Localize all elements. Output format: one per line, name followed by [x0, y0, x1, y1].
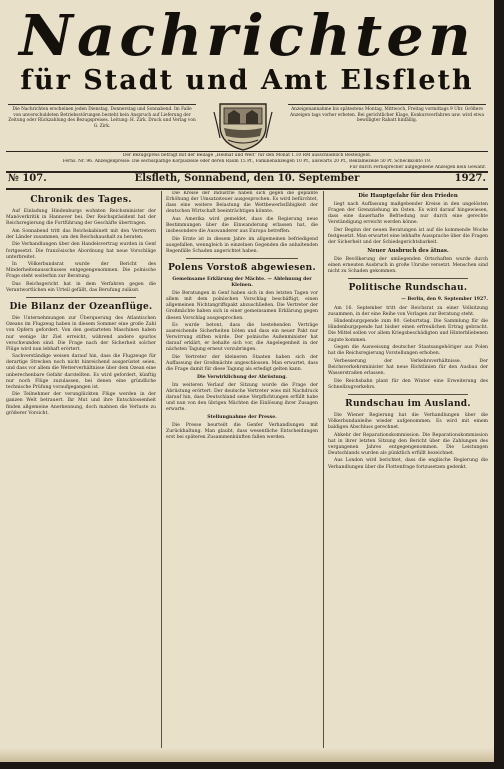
rule [6, 188, 488, 190]
article-heading: Rundschau im Ausland. [345, 398, 471, 409]
article-columns [6, 191, 488, 751]
column-2 [166, 191, 318, 751]
article-paragraph: liegt nach Auffassung maßgebender Kreise in den ungelösten Fragen der Grenzziehung im Osten. Es wird darauf hingewiesen, dass eine dauerhafte Befriedung nur durch eine gerechte Verständigung erreicht werden könne. [328, 202, 488, 226]
article-dateline: — Berlin, den 9. September 1927. [401, 297, 488, 303]
advertising-info-box: Anzeigenannahme bis spätestens Montag, Mittwoch, Freitag vormittags 9 Uhr. Größere Anzeigen tags vorher erbeten. Bei gerichtlicher Klage, Konkursverfahren usw. wird etwa bewilligter Rabatt hinfällig. [288, 104, 486, 150]
article-paragraph: In Völkerbundsrat wurde der Bericht des Minderheitenausschusses entgegengenommen. Die polnische Frage steht weiterhin zur Beratung. [6, 262, 156, 280]
masthead [0, 4, 494, 108]
subscription-notice: Der Bezugspreis beträgt mit der Beilage „Heimat und Welt“ für den Monat 1.10 RM ausschließlich Bestellgeld. [122, 153, 372, 158]
rule [6, 151, 488, 152]
newspaper-title: Nachrichten [19, 3, 475, 69]
article-paragraph: Die Teilnehmer der verunglückten Flüge werden in der ganzen Welt betrauert. Ihr Mut und ihre Entschlossenheit finden allgemeine Anerkennung, doch mahnen die Verluste zu größerer Vorsicht. [6, 392, 156, 416]
article-paragraph: Hindenburgspende zum 80. Geburtstag. Die Sammlung für die Hindenburgspende hat bisher einen erfreulichen Ertrag gebracht. Die Mittel sollen vor allem Kriegsbeschädigten und Hinterbliebenen zugute kommen. [328, 319, 488, 343]
column-divider [161, 191, 162, 751]
dateline [6, 171, 488, 187]
article-paragraph: Es wurde betont, dass die bestehenden Verträge ausreichende Sicherheiten böten und dass ein neuer Pakt nur Verwirrung stiften würde. Der polnische Außenminister hat darauf erklärt, er behalte sich vor, die Angelegenheit in der nächsten Tagung erneut vorzubringen. [166, 323, 318, 353]
article-subheading: Stellungnahme der Presse. [207, 414, 277, 420]
article-heading: Die Hauptgefahr für den Frieden [358, 193, 458, 199]
article-paragraph: Der Beginn der neuen Beratungen ist auf die kommende Woche festgesetzt. Man erwartet eine lebhafte Aussprache über die Fragen der Sicherheit und der Schiedsgerichtsbarkeit. [328, 227, 488, 246]
article-paragraph: Die Kreise der Industrie haben sich gegen die geplante Erhöhung der Umsatzsteuer ausgesprochen. Es wird befürchtet, dass eine weitere Belastung die Wettbewerbsfähigkeit der deutschen Wirtschaft beeinträchtigen könnte. [166, 191, 318, 215]
article-paragraph: Im weiteren Verlauf der Sitzung wurde die Frage der Abrüstung erörtert. Der deutsche Vertreter wies mit Nachdruck darauf hin, dass Deutschland seine Verpflichtungen erfüllt habe und nun von den übrigen Mächten die Einlösung ihrer Zusagen erwarte. [166, 382, 318, 413]
article-paragraph: Die Presse beurteilt die Genfer Verhandlungen mit Zurückhaltung. Man glaubt, dass wesentliche Entscheidungen erst bei späteren Zusammenkünften fallen werden. [166, 423, 318, 441]
article-subheading: Die Verwirklichung der Abrüstung. [196, 374, 288, 380]
issue-year: 1927. [454, 173, 486, 184]
article-heading: Die Bilanz der Ozeanflüge. [9, 302, 153, 313]
article-paragraph: Verbesserung der Verkehrsverhältnisse. Der Reichsverkehrsminister hat neue Richtlinien für den Ausbau der Wasserstraßen erlassen. [328, 358, 488, 376]
article-paragraph: Die Unternehmungen zur Überquerung des Atlantischen Ozeans im Flugzeug haben in diesem Sommer eine große Zahl von Opfern gefordert. Von den gestarteten Maschinen haben nur wenige ihr Ziel erreicht, während andere spurlos verschwunden sind. Die Frage nach der Sicherheit solcher Flüge wird nun lebhaft erörtert. [6, 316, 156, 352]
article-heading: Politische Rundschau. [348, 283, 468, 294]
article-paragraph: Die Beratungen in Genf haben sich in den letzten Tagen vor allem mit dem polnischen Vorschlag beschäftigt, einen allgemeinen Nichtangriffspakt abzuschließen. Die Vertreter der Großmächte haben sich in einer gemeinsamen Erklärung gegen diesen Vorschlag ausgesprochen. [166, 291, 318, 321]
article-paragraph: Aus London wird berichtet, dass die englische Regierung die Verhandlungen über die Flottenfrage fortzusetzen gedenkt. [328, 458, 488, 470]
advertising-rates: Ferns. Nr. 96. Anzeigenpreise: Die sechsspaltige Korpuszeile oder deren Raum 15 Pf., Familienanzeigen 10 Pf., auswärts 20 Pf., Reklamezeile 50 Pf. Scheckkonto 19. [62, 159, 432, 164]
article-paragraph: Die Bevölkerung der umliegenden Ortschaften wurde durch einen erneuten Ausbruch in große Unruhe versetzt. Menschen sind nicht zu Schaden gekommen. [328, 257, 488, 275]
article-paragraph: Sachverständige weisen darauf hin, dass die Flugzeuge für derartige Strecken noch nicht hinreichend ausgerüstet seien, und dass vor allem die Wetterverhältnisse über dem Ozean eine unberechenbare Gefahr darstellten. Es wird gefordert, künftig nur noch Flüge zuzulassen, bei denen eine gründliche technische Prüfung voraufgegangen ist. [6, 354, 156, 390]
divider [186, 258, 298, 259]
issue-number: № 107. [8, 173, 47, 184]
article-paragraph: Die Reichsbahn plant für den Winter eine Erweiterung des Schnellzugverkehrs. [328, 378, 488, 390]
article-paragraph: Gegen die Ausweisung deutscher Staatsangehöriger aus Polen hat die Reichsregierung Vorstellungen erhoben. [328, 345, 488, 357]
column-1 [6, 191, 156, 751]
article-heading: Polens Vorstoß abgewiesen. [168, 262, 316, 273]
column-3 [328, 191, 488, 751]
article-paragraph: Am Sonnabend tritt das Reichskabinett mit den Vertretern der Länder zusammen, um den Reichshaushalt zu beraten. [6, 228, 156, 240]
page-edge [0, 748, 494, 762]
article-heading: Neuer Ausbruch des ätnas. [367, 248, 449, 255]
article-paragraph: Die Ernte ist in diesem Jahre im allgemeinen befriedigend ausgefallen, wenngleich in einzelnen Gegenden die anhaltenden Regenfälle Schaden angerichtet haben. [166, 236, 318, 254]
article-heading: Chronik des Tages. [30, 195, 132, 205]
divider [26, 297, 136, 298]
column-divider [323, 191, 324, 751]
advertising-disclaimer: Für durch Fernsprecher aufgegebene Anzeigen kein Gewähr. [349, 165, 486, 170]
coat-of-arms-icon [210, 98, 276, 152]
article-paragraph: Die Verhandlungen über den Handelsvertrag wurden in Genf fortgesetzt. Die französische Abordnung hat neue Vorschläge unterbreitet. [6, 242, 156, 260]
newspaper-subtitle: für Stadt und Amt Elsfleth [20, 65, 474, 96]
article-paragraph: Am 16. September tritt der Reichsrat zu einer Vollsitzung zusammen, in der eine Reihe von Vorlagen zur Beratung steht. [328, 305, 488, 317]
article-subheading: Gemeinsame Erklärung der Mächte. — Ablehnung der Kleinen. [172, 276, 312, 289]
article-paragraph: Die Wiener Regierung hat die Verhandlungen über die Völkerbundanleihe wieder aufgenommen. Es wird mit einem baldigen Abschluss gerechnet. [328, 412, 488, 430]
article-paragraph: Abkehr der Reparationskommission. Die Reparationskommission hat in ihrer letzten Sitzung den Bericht über die Zahlungen des vergangenen Jahres entgegengenommen. Die Leistungen Deutschlands wurden als pünktlich erfüllt bezeichnet. [328, 432, 488, 456]
divider [348, 278, 468, 279]
publication-info-box: Die Nachrichten erscheinen jeden Dienstag, Donnerstag und Sonnabend. Im Falle von unverschuldeten Betriebsstörungen besteht kein Anspruch auf Lieferung der Zeitung oder Rückzahlung des Bezugspreises. Leitung: H. Zirk. Druck und Verlag von G. Zirk. [8, 104, 196, 150]
issue-date: Elsfleth, Sonnabend, den 10. September [134, 173, 360, 184]
article-paragraph: Auf Einladung Hindenburgs wohnten Reichsminister der Manöverkritik in Hannover bei. Der Reichspräsident hat der Reichsregierung die Fortführung der Geschäfte übertragen. [6, 209, 156, 227]
divider [348, 394, 468, 395]
article-paragraph: Aus Amerika wird gemeldet, dass die Regierung neue Bestimmungen über die Einwanderung erlassen hat, die insbesondere die Auswanderer aus Europa betreffen. [166, 216, 318, 235]
article-paragraph: Das Reichsgericht hat in dem Verfahren gegen die Verantwortlichen ein Urteil gefällt, das Berufung zulässt. [6, 282, 156, 294]
article-paragraph: Die Vertreter der kleineren Staaten haben sich der Auffassung der Großmächte angeschlossen. Man erwartet, dass die Frage damit für diese Tagung als erledigt gelten kann. [166, 355, 318, 373]
